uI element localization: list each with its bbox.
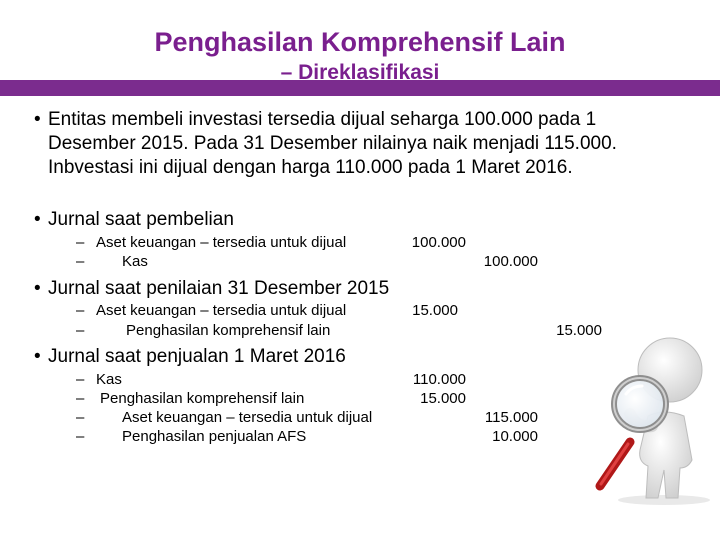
section-heading-text: Jurnal saat penjualan 1 Maret 2016 [48,346,346,367]
journal-account: Kas [96,371,122,388]
journal-account: Kas [122,253,148,270]
journal-debit: 15.000 [420,390,466,407]
journal-dash: – [76,302,85,319]
journal-dash: – [76,253,85,270]
journal-dash: – [76,390,85,407]
bullet-dot: • [34,346,41,367]
section-heading-text: Jurnal saat pembelian [48,209,234,230]
section-heading-valuation [34,277,648,301]
intro-text: Entitas membeli investasi tersedia dijual seharga 100.000 pada 1 Desember 2015. Pada 31 Desember nilainya naik menjadi 115.000. Inbvestasi ini dijual dengan harga 110.000 pada 1 Maret 2016. [48,109,617,178]
slide-title-line2: – Direklasifikasi [280,61,440,80]
section-heading-text: Jurnal saat penilaian 31 Desember 2015 [48,278,390,299]
journal-credit: 100.000 [483,253,538,270]
bullet-dot: • [34,209,41,230]
journal-account: Aset keuangan – tersedia untuk dijual [96,302,347,319]
section-heading-purchase [34,208,648,232]
journal-dash: – [76,322,85,339]
journal-credit: 10.000 [492,428,538,445]
bullet-dot: • [34,278,41,299]
journal-debit: 15.000 [412,302,458,319]
intro-bullet [34,108,648,180]
journal-dash: – [76,234,85,251]
section-heading-sale [34,345,648,369]
journal-dash: – [76,371,85,388]
slide-title-line1: Penghasilan Komprehensif Lain [154,27,566,57]
person-with-magnifying-glass-icon [592,330,720,506]
journal-dash: – [76,409,85,426]
journal-account: Penghasilan penjualan AFS [122,428,307,445]
journal-credit: 115.000 [484,409,538,426]
title-bar [0,80,720,96]
journal-dash: – [76,428,85,445]
journal-debit: 110.000 [412,371,466,388]
journal-credit: 15.000 [556,322,602,339]
journal-account: Penghasilan komprehensif lain [100,390,305,407]
journal-debit: 100.000 [411,234,466,251]
bullet-dot: • [34,109,41,130]
journal-account: Aset keuangan – tersedia untuk dijual [122,409,373,426]
slide-title [0,0,720,96]
journal-account: Aset keuangan – tersedia untuk dijual [96,234,347,251]
journal-account: Penghasilan komprehensif lain [126,322,331,339]
